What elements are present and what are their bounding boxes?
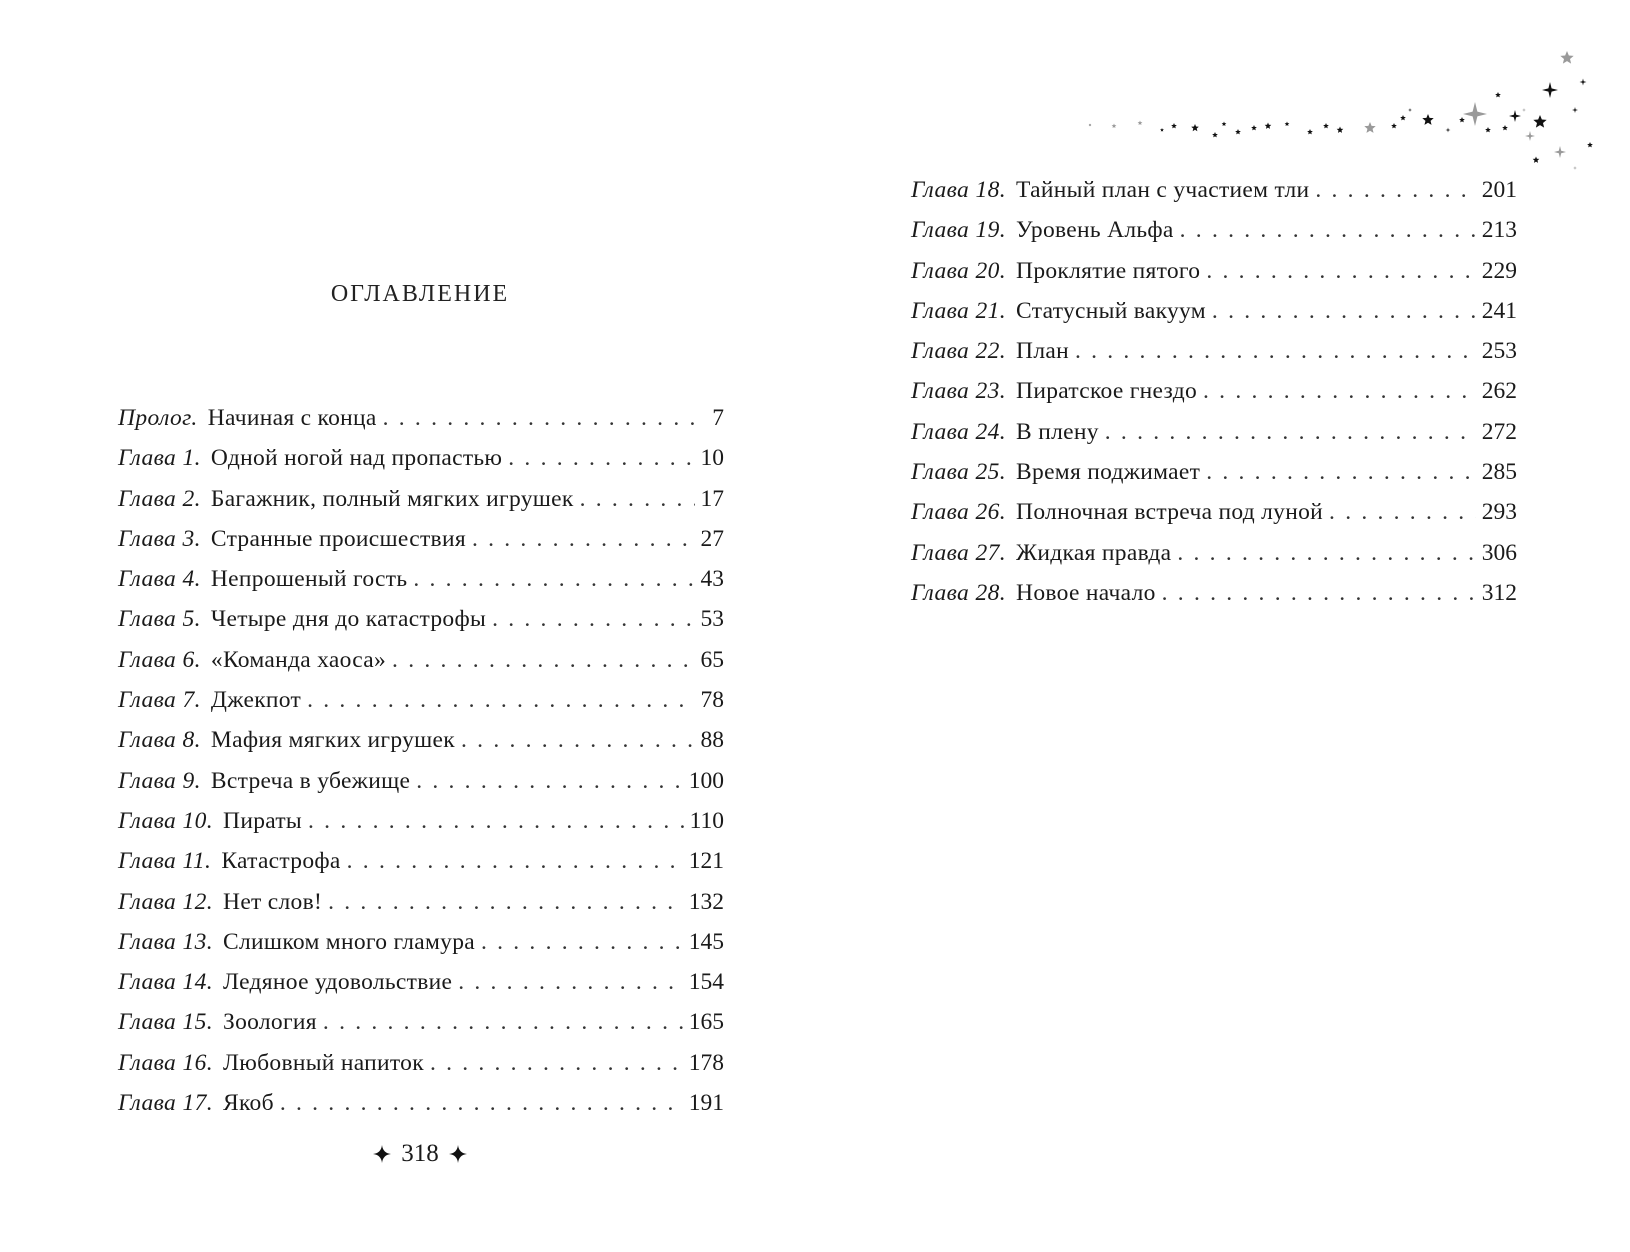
dot-leader [347, 841, 683, 881]
chapter-page: 306 [1481, 539, 1517, 566]
star-icon [1307, 129, 1313, 134]
star-icon [1580, 79, 1587, 86]
dot-leader [383, 398, 707, 438]
chapter-label: Глава 22. [911, 338, 1007, 365]
chapter-title: Четыре дня до катастрофы [210, 606, 487, 633]
star-icon [1285, 122, 1290, 127]
dot-leader [472, 519, 695, 559]
star-icon [1235, 129, 1241, 134]
star-icon [1502, 125, 1508, 130]
toc-entry [118, 438, 724, 478]
dot-leader [392, 640, 694, 680]
star-icon [1533, 115, 1546, 128]
chapter-title: Джекпот [210, 687, 302, 714]
chapter-title: «Команда хаоса» [210, 646, 387, 673]
toc-entry [118, 1002, 724, 1042]
chapter-label: Глава 15. [118, 1009, 214, 1036]
chapter-page: 165 [688, 1009, 724, 1036]
chapter-title: Странные происшествия [210, 525, 466, 552]
chapter-title: Ледяное удовольствие [223, 969, 453, 996]
star-icon [1212, 132, 1218, 137]
chapter-title: Непрошеный гость [210, 566, 408, 593]
chapter-title: Тайный план с участием тли [1016, 177, 1310, 203]
star-icon [1171, 123, 1177, 128]
chapter-label: Глава 2. [118, 485, 201, 512]
toc-entry [911, 210, 1517, 250]
chapter-page: 191 [688, 1090, 724, 1117]
page-title: оглавление [330, 272, 510, 309]
chapter-title: Уровень Альфа [1016, 217, 1174, 244]
toc-entry [118, 559, 724, 599]
chapter-page: 285 [1481, 459, 1517, 486]
chapter-page: 154 [688, 969, 724, 996]
chapter-page: 272 [1481, 418, 1517, 445]
chapter-title: Проклятие пятого [1016, 257, 1201, 284]
chapter-page: 53 [700, 606, 724, 633]
dot-leader [416, 761, 683, 801]
star-icon [1112, 124, 1117, 129]
chapter-label: Глава 16. [118, 1049, 214, 1076]
star-icon [1560, 51, 1573, 64]
chapter-title: Катастрофа [221, 848, 341, 875]
dot-leader [492, 599, 694, 639]
dot-leader [323, 1002, 683, 1042]
dot-leader [430, 1043, 683, 1083]
toc-entry [118, 801, 724, 841]
toc-entry [911, 412, 1517, 452]
star-icon [1160, 128, 1164, 132]
star-icon [1251, 125, 1257, 130]
chapter-page: 78 [700, 687, 724, 714]
star-icon [1572, 107, 1578, 113]
chapter-label: Глава 10. [118, 807, 214, 834]
chapter-title: Время поджимает [1016, 459, 1201, 486]
dot-leader [458, 962, 683, 1002]
toc-entry [118, 841, 724, 881]
star-icon [1222, 122, 1227, 127]
dot-leader [307, 680, 694, 720]
chapter-label: Глава 20. [911, 257, 1007, 284]
star-icon [1495, 92, 1501, 97]
star-icon [1422, 114, 1433, 125]
chapter-label: Глава 26. [911, 499, 1007, 526]
sparkle-icon [449, 1145, 467, 1163]
chapter-page: 201 [1481, 177, 1517, 203]
dot-leader [280, 1083, 683, 1123]
toc-entry [911, 533, 1517, 573]
sparkle-icon [373, 1145, 391, 1163]
chapter-label: Глава 13. [118, 928, 214, 955]
chapter-page: 27 [700, 525, 724, 552]
chapter-title: Одной ногой над пропастью [210, 445, 503, 472]
toc-entry [118, 640, 724, 680]
dot-leader [1203, 371, 1476, 411]
chapter-page: 7 [712, 405, 724, 431]
star-icon [1446, 128, 1451, 133]
toc-entry [118, 519, 724, 559]
chapter-label: Пролог. [118, 405, 198, 431]
toc-entry [118, 720, 724, 760]
toc-entry [911, 371, 1517, 411]
chapter-page: 253 [1481, 338, 1517, 365]
chapter-page: 132 [688, 888, 724, 915]
chapter-title: Мафия мягких игрушек [210, 727, 456, 754]
chapter-title: В плену [1016, 418, 1099, 445]
star-icon [1265, 123, 1272, 129]
chapter-title: Статусный вакуум [1016, 297, 1206, 324]
chapter-title: Полночная встреча под луной [1016, 499, 1324, 526]
chapter-label: Глава 14. [118, 969, 214, 996]
chapter-page: 100 [688, 767, 724, 794]
chapter-page: 229 [1481, 257, 1517, 284]
chapter-title: Жидкая правда [1016, 539, 1172, 566]
star-icon [1573, 166, 1577, 170]
chapter-label: Глава 7. [118, 687, 201, 714]
toc-entry [911, 452, 1517, 492]
toc-entry [118, 882, 724, 922]
chapter-label: Глава 17. [118, 1090, 214, 1117]
star-icon [1554, 146, 1566, 158]
star-icon [1391, 123, 1397, 128]
chapter-label: Глава 8. [118, 727, 201, 754]
dot-leader [1177, 533, 1475, 573]
chapter-title: Новое начало [1016, 579, 1156, 606]
dot-leader [481, 922, 683, 962]
chapter-label: Глава 19. [911, 217, 1007, 244]
chapter-page: 65 [700, 646, 724, 673]
toc-entry [118, 962, 724, 1002]
dot-leader [461, 720, 694, 760]
star-icon [1408, 108, 1412, 112]
toc-entry [911, 573, 1517, 613]
chapter-label: Глава 5. [118, 606, 201, 633]
star-icon [1364, 122, 1375, 133]
star-icon [1138, 121, 1143, 126]
star-icon [1485, 127, 1491, 132]
toc-entry [118, 1083, 724, 1123]
dot-leader [1206, 452, 1476, 492]
chapter-page: 312 [1481, 579, 1517, 606]
toc-entry [911, 251, 1517, 291]
chapter-page: 178 [688, 1049, 724, 1076]
chapter-title: Встреча в убежище [210, 767, 411, 794]
chapter-title: Пиратское гнездо [1016, 378, 1198, 405]
chapter-title: Якоб [223, 1090, 274, 1117]
chapter-title: План [1016, 338, 1069, 365]
star-icon [1089, 124, 1092, 127]
star-icon [1459, 117, 1465, 122]
star-icon [1463, 102, 1487, 126]
chapter-page: 10 [700, 445, 724, 472]
star-icon [1191, 124, 1199, 131]
dot-leader [1075, 331, 1476, 371]
dot-leader [1105, 412, 1476, 452]
chapter-label: Глава 12. [118, 888, 214, 915]
toc-entry [911, 331, 1517, 371]
chapter-page: 121 [688, 848, 724, 875]
page-number-text: 318 [401, 1140, 439, 1167]
chapter-page: 241 [1481, 297, 1517, 324]
toc-entry [118, 761, 724, 801]
chapter-label: Глава 27. [911, 539, 1007, 566]
dot-leader [1180, 210, 1476, 250]
page-number [340, 1140, 500, 1168]
chapter-label: Глава 23. [911, 378, 1007, 405]
toc-entry [118, 599, 724, 639]
chapter-page: 110 [689, 807, 724, 834]
chapter-label: Глава 1. [118, 445, 201, 472]
dot-leader [508, 438, 694, 478]
chapter-label: Глава 21. [911, 297, 1007, 324]
chapter-title: Слишком много гламура [223, 928, 475, 955]
chapter-page: 262 [1481, 378, 1517, 405]
dot-leader [413, 559, 694, 599]
toc-entry [118, 1043, 724, 1083]
dot-leader [1212, 291, 1476, 331]
chapter-label: Глава 25. [911, 459, 1007, 486]
chapter-label: Глава 3. [118, 525, 201, 552]
chapter-label: Глава 28. [911, 579, 1007, 606]
dot-leader [1329, 492, 1476, 532]
chapter-title: Нет слов! [223, 888, 323, 915]
toc-entry [118, 398, 724, 438]
dot-leader [308, 801, 684, 841]
star-trail-icon [1080, 40, 1630, 200]
chapter-page: 17 [700, 485, 724, 512]
toc-entry [118, 680, 724, 720]
toc-entry [911, 291, 1517, 331]
toc-list-right [911, 170, 1517, 613]
star-icon [1400, 115, 1406, 120]
star-icon [1509, 110, 1521, 122]
chapter-title: Любовный напиток [223, 1049, 424, 1076]
chapter-label: Глава 18. [911, 177, 1007, 203]
star-icon [1522, 108, 1526, 112]
dot-leader [580, 479, 695, 519]
chapter-page: 43 [700, 566, 724, 593]
dot-leader [1206, 251, 1475, 291]
star-icon [1587, 142, 1593, 147]
chapter-title: Багажник, полный мягких игрушек [210, 485, 574, 512]
chapter-label: Глава 9. [118, 767, 201, 794]
chapter-title: Начиная с конца [207, 405, 377, 431]
toc-entry [118, 922, 724, 962]
chapter-page: 293 [1481, 499, 1517, 526]
star-icon [1323, 123, 1329, 128]
star-icon [1533, 157, 1540, 163]
chapter-label: Глава 6. [118, 646, 201, 673]
toc-entry [911, 492, 1517, 532]
star-icon [1337, 127, 1344, 133]
chapter-label: Глава 4. [118, 566, 201, 593]
chapter-page: 213 [1481, 217, 1517, 244]
chapter-label: Глава 11. [118, 848, 212, 875]
star-icon [1542, 82, 1558, 98]
toc-entry [118, 479, 724, 519]
chapter-title: Пираты [223, 807, 303, 834]
chapter-label: Глава 24. [911, 418, 1007, 445]
chapter-page: 88 [700, 727, 724, 754]
chapter-page: 145 [688, 928, 724, 955]
star-icon [1525, 131, 1535, 141]
dot-leader [328, 882, 683, 922]
chapter-title: Зоология [223, 1009, 317, 1036]
dot-leader [1162, 573, 1476, 613]
toc-list-left [118, 398, 724, 1123]
